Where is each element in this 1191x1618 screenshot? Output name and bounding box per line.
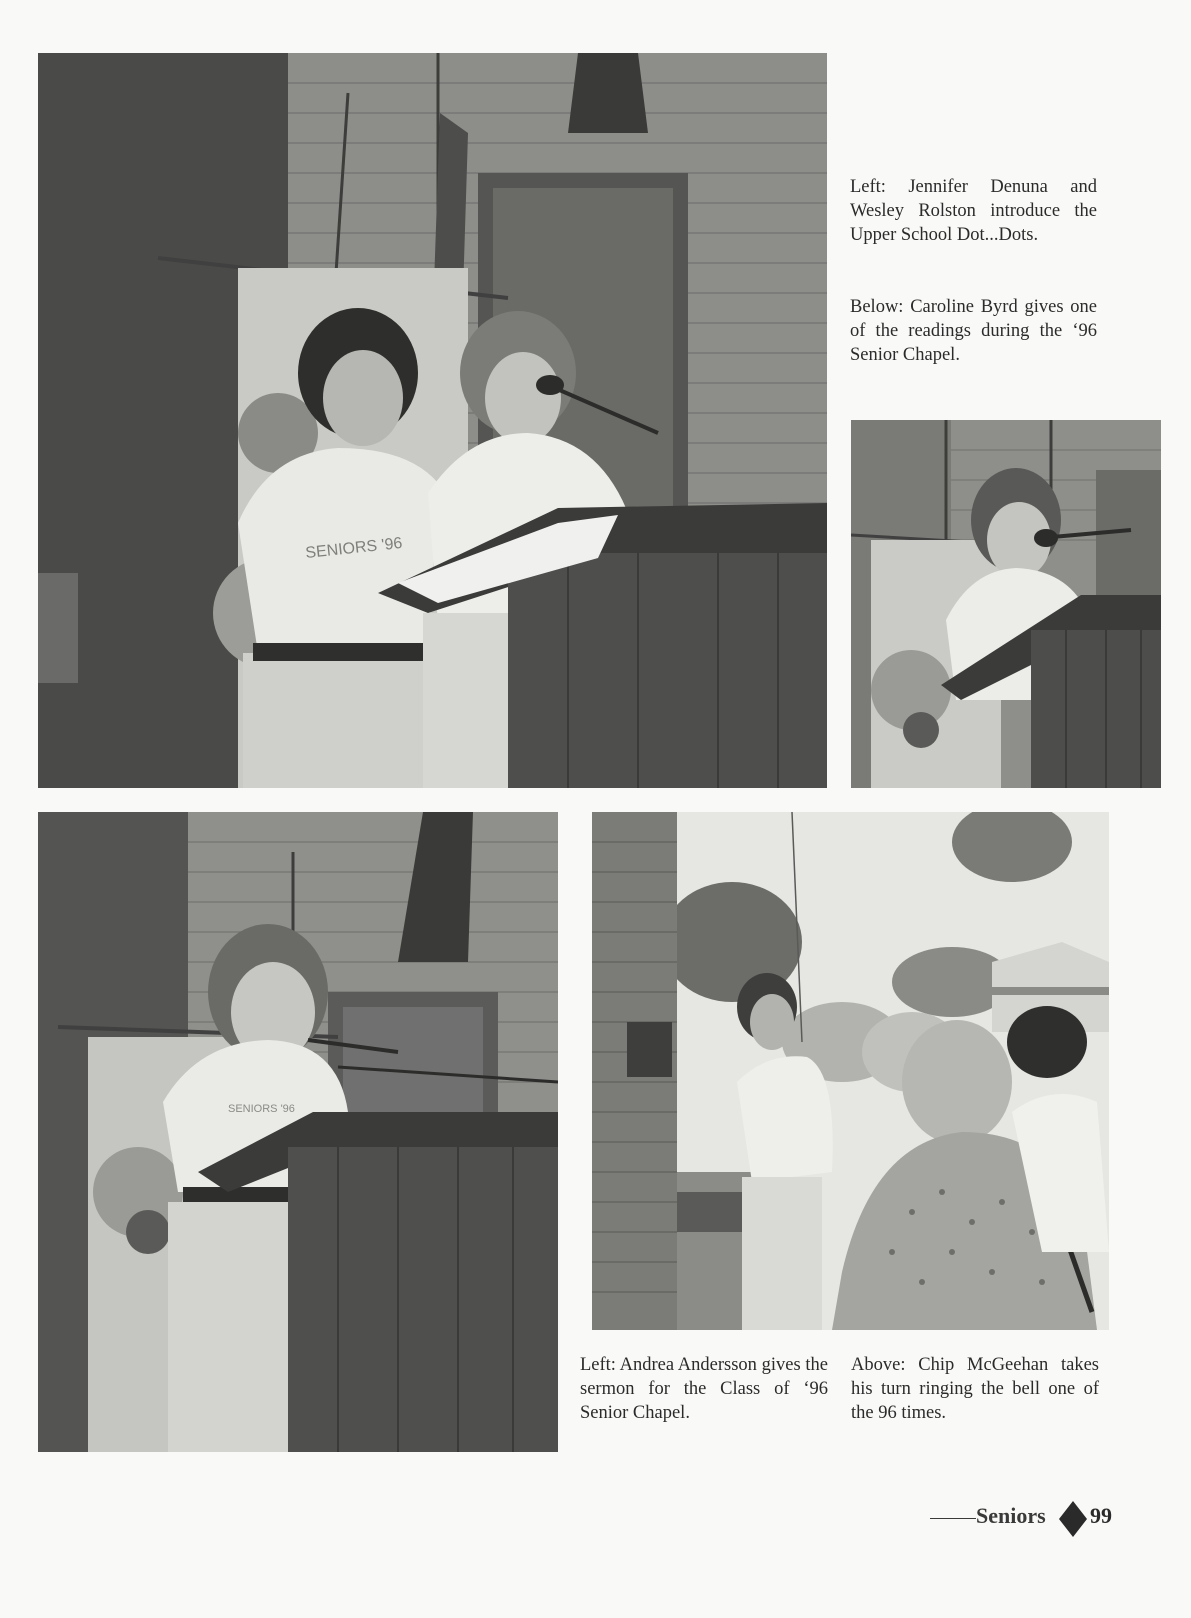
photo-chip-mcgeehan [592, 812, 1109, 1330]
caption-bottom-right [851, 1353, 1099, 1425]
folio-rule [930, 1518, 976, 1519]
caption-bottom-left [580, 1353, 828, 1425]
caption-bottom-left-text: Left: Andrea Andersson gives the sermon for the Class of ‘96 Senior Chapel. [580, 1355, 828, 1423]
caption-top-right-2-text: Below: Caroline Byrd gives one of the readings during the ‘96 Senior Chapel. [850, 297, 1097, 365]
caption-bottom-right-text: Above: Chip McGeehan takes his turn ringing the bell one of the 96 times. [851, 1355, 1099, 1423]
page-folio [930, 1500, 1130, 1536]
shirt-lettering-andrea: SENIORS '96 [228, 1103, 295, 1115]
diamond-icon [1057, 1501, 1089, 1537]
caption-top-right-1-text: Left: Jennifer Denuna and Wesley Rolston introduce the Upper School Dot...Dots. [850, 177, 1097, 245]
shirt-lettering-main: SENIORS '96 [304, 534, 404, 562]
photo-caroline-byrd [851, 420, 1161, 788]
caption-top-right-1 [850, 175, 1097, 247]
photo-podium-duo [38, 53, 827, 788]
folio-section-title: Seniors [976, 1503, 1046, 1528]
photo-andrea-andersson [38, 812, 558, 1452]
caption-top-right-2 [850, 295, 1097, 367]
page-number: 99 [1090, 1503, 1112, 1528]
